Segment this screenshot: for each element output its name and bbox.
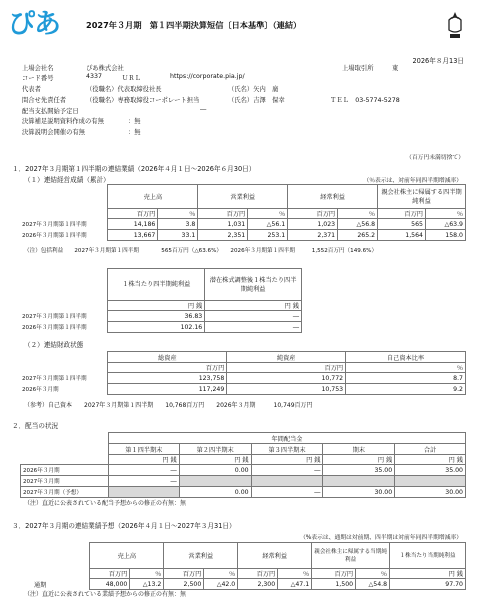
supp-material-value: ：無 [128, 118, 141, 125]
cell: 10,753 [227, 384, 346, 395]
cell: 48,000 [90, 579, 130, 590]
col-header: 経常利益 [238, 543, 312, 569]
section2-title: ２．配当の状況 [12, 422, 59, 430]
cell: 102.16 [108, 322, 205, 333]
cell: 35.00 [395, 465, 466, 476]
page-title: 2027年３月期 第１四半期決算短信〔日本基準〕（連結） [86, 20, 302, 30]
unit: 百万円 [312, 569, 356, 579]
row-label: 2027年３月期 [21, 476, 109, 487]
dividend-date-value: ― [200, 106, 207, 113]
unit: 百万円 [90, 569, 130, 579]
table-row [21, 476, 466, 487]
table-row [20, 230, 466, 241]
shaded-cell [179, 476, 251, 487]
cell: 1,023 [288, 219, 338, 230]
col-header: 営業利益 [198, 185, 288, 209]
row-label: 2027年３月期第１四半期 [22, 314, 87, 320]
unit: 百万円 [238, 569, 278, 579]
table-row [20, 579, 466, 590]
cell: △47.1 [278, 579, 312, 590]
rep-label: 代表者 [22, 86, 41, 93]
table-row [21, 465, 466, 476]
cell: ― [205, 311, 302, 322]
operating-results-table [20, 184, 466, 241]
unit: 円 銭 [395, 455, 466, 465]
col-header: 経常利益 [288, 185, 378, 209]
section1-title: １．2027年３月期第１四半期の連結業績（2026年４月１日～2026年６月30日） [12, 165, 256, 173]
comprehensive-income-note: （注）包括利益 2027年３月期第１四半期 565百万円（△63.6%） 2026年３月期第１四半期 1,552百万円（149.6%） [24, 248, 378, 254]
unit: 百万円 [198, 209, 248, 219]
unit: 百万円 [227, 363, 346, 373]
shaded-cell [108, 487, 179, 498]
cell: 123,758 [108, 373, 227, 384]
contact-role: （役職名）専務取締役コーポレート担当 [86, 97, 200, 104]
rep-name: （氏名）矢内 廣 [228, 86, 279, 93]
unit: 円 銭 [251, 455, 323, 465]
shaded-cell [323, 476, 395, 487]
cell: △42.0 [204, 579, 238, 590]
listed-label: 上場会社名 [22, 65, 54, 72]
col-header: 潜在株式調整後１株当たり四半期純利益 [205, 269, 302, 301]
cell: △54.8 [356, 579, 390, 590]
col-header: 親会社株主に帰属する当期純利益 [312, 543, 390, 569]
dividends-table [20, 432, 466, 498]
cell: 265.2 [338, 230, 378, 241]
shaded-cell [251, 476, 323, 487]
cell: 13,667 [108, 230, 158, 241]
pct-note: （％表示は、対前年同四半期増減率） [363, 178, 462, 184]
unit: ％ [278, 569, 312, 579]
cell: 565 [378, 219, 426, 230]
forecast-note: （注）直近に公表されている業績予想からの修正の有無：無 [24, 591, 187, 598]
row-label: 2027年３月期第１四半期 [22, 222, 87, 228]
col-header: 親会社株主に帰属する四半期純利益 [378, 185, 466, 209]
cell: 1,500 [312, 579, 356, 590]
unit: 円 銭 [390, 569, 466, 579]
briefing-value: ：無 [128, 129, 141, 136]
financial-position-table [20, 351, 466, 395]
row-label: 2026年３月期 [22, 387, 59, 393]
code-value: 4337 [86, 73, 103, 80]
exchange-label: 上場取引所 [342, 65, 374, 72]
row-label: 通期 [34, 581, 47, 589]
col-header: １株当たり当期純利益 [390, 543, 466, 569]
dividend-date-label: 配当支払開始予定日 [22, 108, 79, 115]
unit-note: （百万円未満切捨て） [406, 155, 464, 161]
cell: △13.2 [130, 579, 164, 590]
url-label: ＵＲＬ [122, 75, 141, 82]
cell: 0.00 [179, 465, 251, 476]
cell: 8.7 [346, 373, 466, 384]
contact-tel: ＴＥＬ 03-5774-5278 [330, 97, 400, 104]
unit: ％ [338, 209, 378, 219]
cell: 97.70 [390, 579, 466, 590]
cell: △56.1 [248, 219, 288, 230]
cell: 117,249 [108, 384, 227, 395]
col-header: 営業利益 [164, 543, 238, 569]
forecast-table [20, 542, 466, 590]
col-header: 総資産 [108, 352, 227, 363]
contact-label: 問合せ先責任者 [22, 97, 67, 104]
report-date: 2026年８月13日 [412, 57, 464, 65]
unit: 円 銭 [108, 301, 205, 311]
col-header: １株当たり四半期純利益 [108, 269, 205, 301]
unit: ％ [425, 209, 465, 219]
table-row [20, 311, 302, 322]
unit: 百万円 [108, 209, 158, 219]
table-row [20, 384, 466, 395]
eps-table [20, 268, 302, 333]
cell: △56.8 [338, 219, 378, 230]
supp-material-label: 決算補足説明資料作成の有無 [22, 118, 104, 125]
cell: △63.9 [425, 219, 465, 230]
cell: 36.83 [108, 311, 205, 322]
cell: ― [108, 465, 179, 476]
unit: ％ [356, 569, 390, 579]
equity-note: （参考）自己資本 2027年３月期第１四半期 10,768百万円 2026年３月期 10,749百万円 [24, 402, 313, 409]
cell: 10,772 [227, 373, 346, 384]
cell: 30.00 [395, 487, 466, 498]
col-header: 第２四半期末 [179, 444, 251, 455]
unit: ％ [130, 569, 164, 579]
unit: 百万円 [378, 209, 426, 219]
unit: 円 銭 [205, 301, 302, 311]
cell: 0.00 [179, 487, 251, 498]
cell: 9.2 [346, 384, 466, 395]
unit: ％ [346, 363, 466, 373]
unit: 円 銭 [323, 455, 395, 465]
col-header: 純資産 [227, 352, 346, 363]
col-header: 売上高 [108, 185, 198, 209]
col-header: 第１四半期末 [108, 444, 179, 455]
group-header: 年間配当金 [108, 433, 465, 444]
cell: ― [251, 487, 323, 498]
col-header: 自己資本比率 [346, 352, 466, 363]
section3-title: ３．2027年３月期の連結業績予想（2026年４月１日～2027年３月31日） [12, 522, 236, 530]
url-link[interactable]: https://corporate.pia.jp/ [170, 73, 245, 80]
unit: 円 銭 [179, 455, 251, 465]
unit: 円 銭 [108, 455, 179, 465]
cell: 30.00 [323, 487, 395, 498]
dividend-note: （注）直近に公表されている配当予想からの修正の有無：無 [24, 500, 187, 507]
table-row [20, 322, 302, 333]
forecast-pct-note: （%表示は、通期は対前期、四半期は対前年同四半期増減率） [299, 535, 462, 541]
pass-emblem-icon [444, 10, 466, 40]
unit: 百万円 [288, 209, 338, 219]
unit: 百万円 [108, 363, 227, 373]
code-label: コード番号 [22, 75, 54, 82]
cell: 3.8 [158, 219, 198, 230]
cell: 253.1 [248, 230, 288, 241]
row-label: 2027年３月期第１四半期 [22, 376, 87, 382]
unit: ％ [158, 209, 198, 219]
cell: 158.0 [425, 230, 465, 241]
cell: 2,351 [198, 230, 248, 241]
table-row [20, 219, 466, 230]
shaded-cell [395, 476, 466, 487]
rep-role: （役職名）代表取締役社長 [86, 86, 162, 93]
exchange-value: 東 [392, 65, 399, 72]
row-label: 2026年３月期第１四半期 [22, 325, 87, 331]
cell: 14,186 [108, 219, 158, 230]
row-label: 2026年３月期 [21, 465, 109, 476]
row-label: 2027年３月期（予想） [21, 487, 109, 498]
table-row [20, 373, 466, 384]
col-header: 第３四半期末 [251, 444, 323, 455]
briefing-label: 決算説明会開催の有無 [22, 129, 85, 136]
row-label: 2026年３月期第１四半期 [22, 233, 87, 239]
listed-value: ぴあ株式会社 [86, 65, 124, 72]
unit: ％ [248, 209, 288, 219]
section1-sub1: （１）連結経営成績（累計） [24, 176, 110, 184]
contact-name: （氏名）吉澤 保幸 [228, 97, 285, 104]
cell: 35.00 [323, 465, 395, 476]
cell: 2,371 [288, 230, 338, 241]
unit: ％ [204, 569, 238, 579]
table-row [21, 487, 466, 498]
col-header: 合計 [395, 444, 466, 455]
cell: ― [251, 465, 323, 476]
cell: 2,500 [164, 579, 204, 590]
cell: 2,300 [238, 579, 278, 590]
cell: 1,031 [198, 219, 248, 230]
col-header: 期末 [323, 444, 395, 455]
pia-logo: ぴあ [8, 9, 60, 40]
col-header: 売上高 [90, 543, 164, 569]
unit: 百万円 [164, 569, 204, 579]
section1-sub2: （２）連結財政状態 [24, 341, 84, 349]
cell: 1,564 [378, 230, 426, 241]
cell: 33.1 [158, 230, 198, 241]
cell: ― [108, 476, 179, 487]
cell: ― [205, 322, 302, 333]
